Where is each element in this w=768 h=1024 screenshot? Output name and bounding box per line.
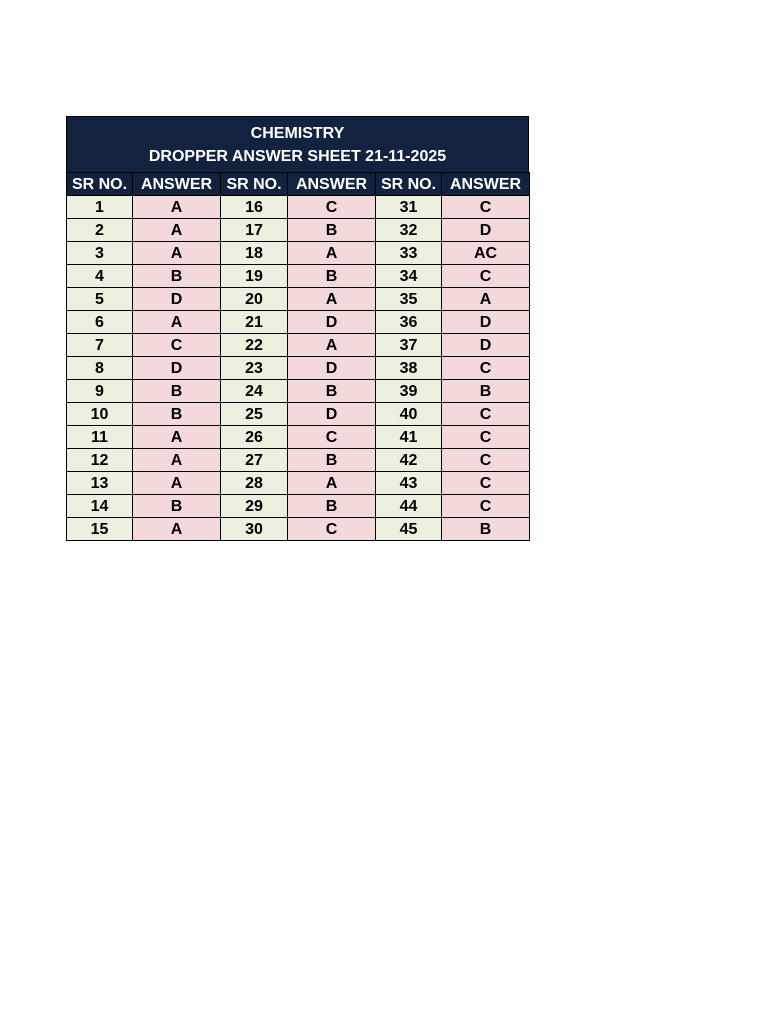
answer-cell: A bbox=[133, 518, 221, 541]
sr-no-cell: 17 bbox=[221, 219, 288, 242]
table-row bbox=[67, 403, 530, 426]
answer-cell: A bbox=[133, 219, 221, 242]
header-sr-no-3: SR NO. bbox=[376, 173, 442, 196]
sheet-title-block bbox=[66, 116, 529, 172]
sr-no-cell: 35 bbox=[376, 288, 442, 311]
header-answer-1: ANSWER bbox=[133, 173, 221, 196]
header-sr-no-2: SR NO. bbox=[221, 173, 288, 196]
answer-cell: A bbox=[288, 472, 376, 495]
sr-no-cell: 19 bbox=[221, 265, 288, 288]
answer-cell: B bbox=[133, 380, 221, 403]
header-sr-no-1: SR NO. bbox=[67, 173, 133, 196]
sr-no-cell: 12 bbox=[67, 449, 133, 472]
sheet-title: CHEMISTRY bbox=[250, 124, 345, 142]
answer-cell: D bbox=[133, 288, 221, 311]
table-row bbox=[67, 518, 530, 541]
answer-cell: D bbox=[442, 334, 530, 357]
sr-no-cell: 24 bbox=[221, 380, 288, 403]
sr-no-cell: 42 bbox=[376, 449, 442, 472]
sr-no-cell: 33 bbox=[376, 242, 442, 265]
sr-no-cell: 9 bbox=[67, 380, 133, 403]
answer-cell: C bbox=[133, 334, 221, 357]
answer-cell: C bbox=[442, 472, 530, 495]
answer-cell: A bbox=[133, 311, 221, 334]
answer-cell: B bbox=[288, 495, 376, 518]
answer-cell: D bbox=[288, 403, 376, 426]
sr-no-cell: 23 bbox=[221, 357, 288, 380]
table-row bbox=[67, 334, 530, 357]
table-row bbox=[67, 242, 530, 265]
sr-no-cell: 28 bbox=[221, 472, 288, 495]
sr-no-cell: 6 bbox=[67, 311, 133, 334]
table-row bbox=[67, 265, 530, 288]
sr-no-cell: 32 bbox=[376, 219, 442, 242]
sr-no-cell: 7 bbox=[67, 334, 133, 357]
sr-no-cell: 20 bbox=[221, 288, 288, 311]
answer-cell: C bbox=[288, 196, 376, 219]
sr-no-cell: 36 bbox=[376, 311, 442, 334]
answer-cell: D bbox=[442, 219, 530, 242]
sr-no-cell: 26 bbox=[221, 426, 288, 449]
sr-no-cell: 37 bbox=[376, 334, 442, 357]
answer-sheet bbox=[66, 116, 529, 541]
answer-cell: B bbox=[288, 380, 376, 403]
sr-no-cell: 30 bbox=[221, 518, 288, 541]
sr-no-cell: 4 bbox=[67, 265, 133, 288]
header-row bbox=[67, 173, 530, 196]
sr-no-cell: 5 bbox=[67, 288, 133, 311]
sr-no-cell: 10 bbox=[67, 403, 133, 426]
table-row bbox=[67, 426, 530, 449]
sr-no-cell: 40 bbox=[376, 403, 442, 426]
answer-cell: B bbox=[442, 380, 530, 403]
sr-no-cell: 11 bbox=[67, 426, 133, 449]
table-row bbox=[67, 380, 530, 403]
sr-no-cell: 18 bbox=[221, 242, 288, 265]
sr-no-cell: 27 bbox=[221, 449, 288, 472]
answer-cell: B bbox=[288, 265, 376, 288]
table-row bbox=[67, 219, 530, 242]
answer-cell: C bbox=[442, 426, 530, 449]
sr-no-cell: 13 bbox=[67, 472, 133, 495]
answer-cell: D bbox=[288, 357, 376, 380]
answer-cell: C bbox=[442, 495, 530, 518]
answer-cell: B bbox=[133, 403, 221, 426]
answer-cell: C bbox=[288, 518, 376, 541]
sr-no-cell: 14 bbox=[67, 495, 133, 518]
table-row bbox=[67, 311, 530, 334]
answer-cell: B bbox=[442, 518, 530, 541]
answer-cell: A bbox=[288, 242, 376, 265]
answer-cell: C bbox=[442, 265, 530, 288]
sr-no-cell: 45 bbox=[376, 518, 442, 541]
answer-cell: D bbox=[442, 311, 530, 334]
sr-no-cell: 41 bbox=[376, 426, 442, 449]
answer-cell: AC bbox=[442, 242, 530, 265]
sr-no-cell: 44 bbox=[376, 495, 442, 518]
sr-no-cell: 3 bbox=[67, 242, 133, 265]
sheet-subtitle: DROPPER ANSWER SHEET 21-11-2025 bbox=[148, 147, 447, 165]
answer-cell: B bbox=[133, 495, 221, 518]
table-row bbox=[67, 449, 530, 472]
sr-no-cell: 31 bbox=[376, 196, 442, 219]
answer-cell: A bbox=[133, 472, 221, 495]
sr-no-cell: 8 bbox=[67, 357, 133, 380]
sr-no-cell: 39 bbox=[376, 380, 442, 403]
sr-no-cell: 34 bbox=[376, 265, 442, 288]
sr-no-cell: 43 bbox=[376, 472, 442, 495]
table-row bbox=[67, 288, 530, 311]
answer-cell: B bbox=[288, 219, 376, 242]
answer-cell: B bbox=[288, 449, 376, 472]
table-row bbox=[67, 495, 530, 518]
answer-cell: A bbox=[133, 196, 221, 219]
answer-cell: C bbox=[442, 449, 530, 472]
answer-cell: A bbox=[288, 288, 376, 311]
sr-no-cell: 29 bbox=[221, 495, 288, 518]
table-row bbox=[67, 357, 530, 380]
sr-no-cell: 22 bbox=[221, 334, 288, 357]
answer-cell: D bbox=[288, 311, 376, 334]
header-answer-2: ANSWER bbox=[288, 173, 376, 196]
answer-cell: A bbox=[442, 288, 530, 311]
sr-no-cell: 21 bbox=[221, 311, 288, 334]
answer-cell: A bbox=[133, 242, 221, 265]
header-answer-3: ANSWER bbox=[442, 173, 530, 196]
answer-cell: A bbox=[288, 334, 376, 357]
sr-no-cell: 38 bbox=[376, 357, 442, 380]
sr-no-cell: 2 bbox=[67, 219, 133, 242]
answer-cell: C bbox=[442, 196, 530, 219]
answer-cell: A bbox=[133, 426, 221, 449]
answer-cell: D bbox=[133, 357, 221, 380]
table-row bbox=[67, 472, 530, 495]
answer-cell: B bbox=[133, 265, 221, 288]
answer-cell: A bbox=[133, 449, 221, 472]
sr-no-cell: 16 bbox=[221, 196, 288, 219]
answer-table bbox=[66, 172, 530, 541]
sr-no-cell: 25 bbox=[221, 403, 288, 426]
sr-no-cell: 15 bbox=[67, 518, 133, 541]
answer-table-body bbox=[67, 196, 530, 541]
table-row bbox=[67, 196, 530, 219]
answer-cell: C bbox=[442, 403, 530, 426]
answer-cell: C bbox=[288, 426, 376, 449]
answer-cell: C bbox=[442, 357, 530, 380]
sr-no-cell: 1 bbox=[67, 196, 133, 219]
